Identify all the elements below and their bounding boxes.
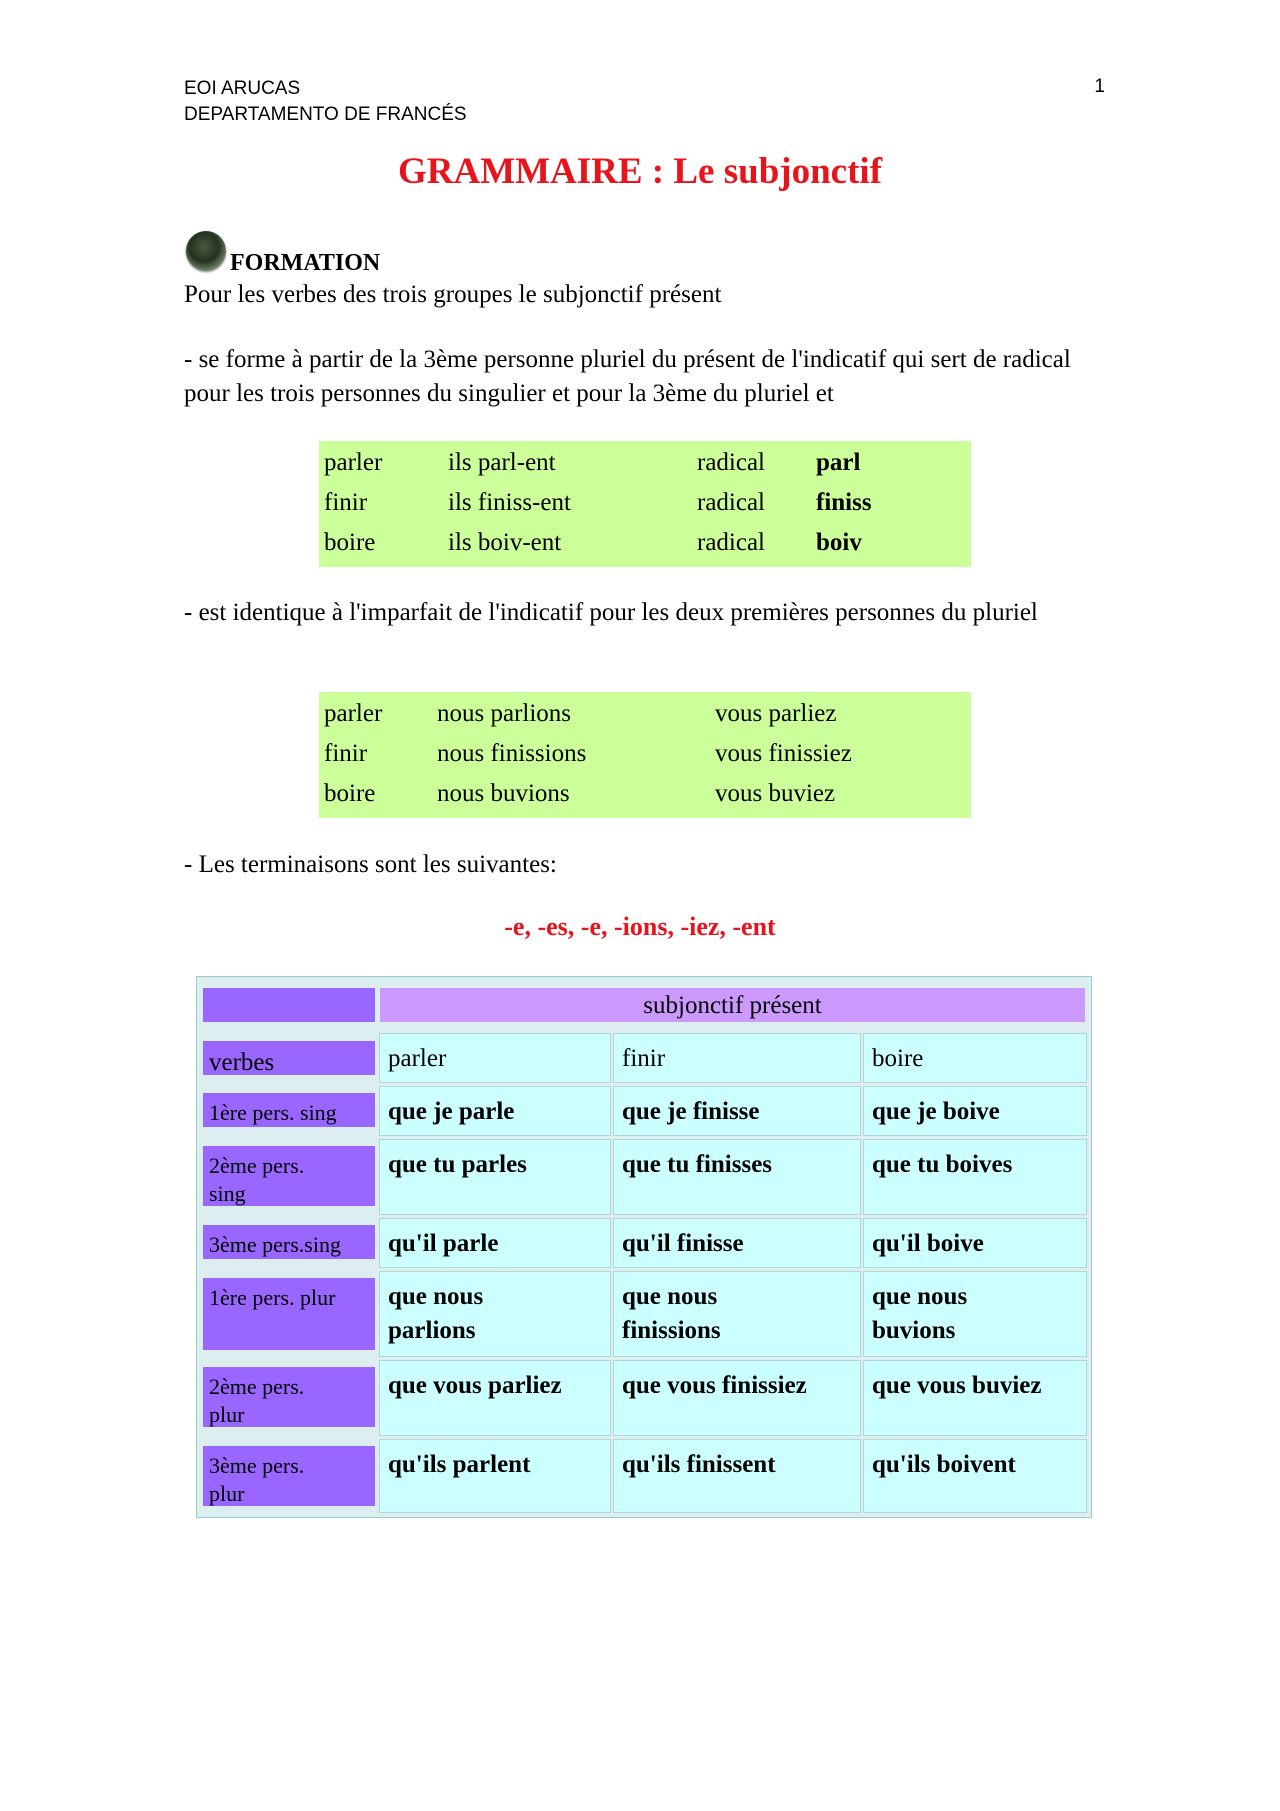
- conjugated-form: que vous parliez: [388, 1372, 562, 1399]
- conjugated-form: que vous finissiez: [622, 1372, 807, 1399]
- paragraph-imparfait: - est identique à l'imparfait de l'indicatif pour les deux premières personnes du pluriel: [184, 599, 1038, 626]
- imparfait-row: [319, 694, 971, 734]
- conjugated-cell: [613, 1271, 861, 1357]
- radical-label: radical: [697, 489, 766, 516]
- green-ball-icon: [186, 231, 226, 271]
- corner-header-cell: [203, 988, 375, 1022]
- person-label: 3ème pers.sing: [209, 1232, 341, 1257]
- paragraph-endings: - Les terminaisons sont les suivantes:: [184, 851, 557, 878]
- person-label: 1ère pers. sing: [209, 1100, 337, 1125]
- imparfait-nous: nous parlions: [437, 700, 572, 727]
- person-cell: [203, 1146, 375, 1206]
- page-number: 1: [1094, 76, 1105, 97]
- conjugated-form: que nous finissions: [622, 1283, 721, 1344]
- imparfait-verb: parler: [324, 700, 383, 727]
- header-department: DEPARTAMENTO DE FRANCÉS: [184, 104, 467, 125]
- conjugated-form: que tu boives: [872, 1151, 1013, 1178]
- conjugated-form: qu'il boive: [872, 1230, 984, 1257]
- imparfait-row: [319, 774, 971, 814]
- verb-header-cell: [863, 1033, 1087, 1083]
- conjugated-form: que je parle: [388, 1098, 515, 1125]
- conjugated-form: que nous parlions: [388, 1283, 484, 1344]
- verb-name: finir: [622, 1045, 666, 1072]
- radical-row: [319, 483, 971, 523]
- subjonctif-header: subjonctif présent: [380, 988, 1085, 1022]
- endings-list: -e, -es, -e, -ions, -iez, -ent: [504, 912, 776, 941]
- person-cell: [203, 1225, 375, 1259]
- radical-value: parl: [816, 449, 861, 476]
- imparfait-vous: vous finissiez: [715, 740, 852, 767]
- radical-verb: parler: [324, 449, 383, 476]
- conjugated-form: qu'il finisse: [622, 1230, 744, 1257]
- conjugated-cell: [863, 1439, 1087, 1513]
- conjugated-form: que vous buviez: [872, 1372, 1042, 1399]
- conjugated-cell: [613, 1086, 861, 1136]
- conjugated-cell: [379, 1086, 611, 1136]
- imparfait-verb: boire: [324, 780, 376, 807]
- conjugated-form: qu'il parle: [388, 1230, 499, 1257]
- conjugated-cell: [863, 1139, 1087, 1215]
- intro-text: Pour les verbes des trois groupes le subjonctif présent: [184, 281, 722, 308]
- verb-header-cell: [379, 1033, 611, 1083]
- radical-form: ils parl-ent: [448, 449, 556, 476]
- conjugated-form: que tu parles: [388, 1151, 527, 1178]
- verb-header-cell: [613, 1033, 861, 1083]
- conjugated-form: que nous buvions: [872, 1283, 968, 1344]
- imparfait-vous: vous buviez: [715, 780, 836, 807]
- radical-label: radical: [697, 529, 766, 556]
- radical-row: [319, 443, 971, 483]
- conjugated-form: que tu finisses: [622, 1151, 773, 1178]
- radical-label: radical: [697, 449, 766, 476]
- conjugated-form: qu'ils parlent: [388, 1451, 531, 1478]
- paragraph-radical: - se forme à partir de la 3ème personne pluriel du présent de l'indicatif qui sert de radical pour les trois personnes du singulier et pour la 3ème du pluriel et: [184, 346, 1071, 407]
- page-title: GRAMMAIRE : Le subjonctif: [397, 151, 883, 192]
- imparfait-row: [319, 734, 971, 774]
- conjugated-cell: [379, 1139, 611, 1215]
- imparfait-nous: nous buvions: [437, 780, 570, 807]
- person-label: 3ème pers. plur: [209, 1453, 305, 1506]
- conjugated-cell: [613, 1139, 861, 1215]
- person-cell: [203, 1278, 375, 1350]
- conjugated-form: qu'ils finissent: [622, 1451, 776, 1478]
- conjugated-cell: [863, 1086, 1087, 1136]
- radical-table: [319, 441, 971, 567]
- conjugated-cell: [379, 1218, 611, 1268]
- conjugated-cell: [613, 1439, 861, 1513]
- radical-form: ils finiss-ent: [448, 489, 571, 516]
- person-cell: [203, 1367, 375, 1427]
- verbs-label-cell: [203, 1041, 375, 1075]
- verb-name: boire: [872, 1045, 924, 1072]
- section-label: FORMATION: [230, 250, 381, 276]
- imparfait-nous: nous finissions: [437, 740, 587, 767]
- person-label: 2ème pers. plur: [209, 1374, 305, 1427]
- conjugated-cell: [379, 1271, 611, 1357]
- person-label: 2ème pers. sing: [209, 1153, 305, 1206]
- conjugated-cell: [863, 1360, 1087, 1436]
- imparfait-table: [319, 692, 971, 818]
- conjugated-cell: [379, 1360, 611, 1436]
- radical-verb: finir: [324, 489, 368, 516]
- radical-form: ils boiv-ent: [448, 529, 562, 556]
- verb-name: parler: [388, 1045, 447, 1072]
- conjugated-cell: [379, 1439, 611, 1513]
- conjugated-cell: [613, 1218, 861, 1268]
- conjugated-cell: [863, 1271, 1087, 1357]
- radical-value: finiss: [816, 489, 872, 516]
- imparfait-verb: finir: [324, 740, 368, 767]
- conjugated-cell: [613, 1360, 861, 1436]
- conjugated-form: que je finisse: [622, 1098, 760, 1125]
- radical-row: [319, 523, 971, 563]
- conjugated-form: que je boive: [872, 1098, 1000, 1125]
- header-institution: EOI ARUCAS: [184, 78, 301, 99]
- person-cell: [203, 1446, 375, 1506]
- imparfait-vous: vous parliez: [715, 700, 837, 727]
- conjugated-form: qu'ils boivent: [872, 1451, 1016, 1478]
- person-label: 1ère pers. plur: [209, 1285, 336, 1310]
- verbs-label: verbes: [209, 1049, 275, 1076]
- radical-verb: boire: [324, 529, 376, 556]
- conjugated-cell: [863, 1218, 1087, 1268]
- person-cell: [203, 1093, 375, 1127]
- conjugation-table: [196, 976, 1092, 1518]
- radical-value: boiv: [816, 529, 862, 556]
